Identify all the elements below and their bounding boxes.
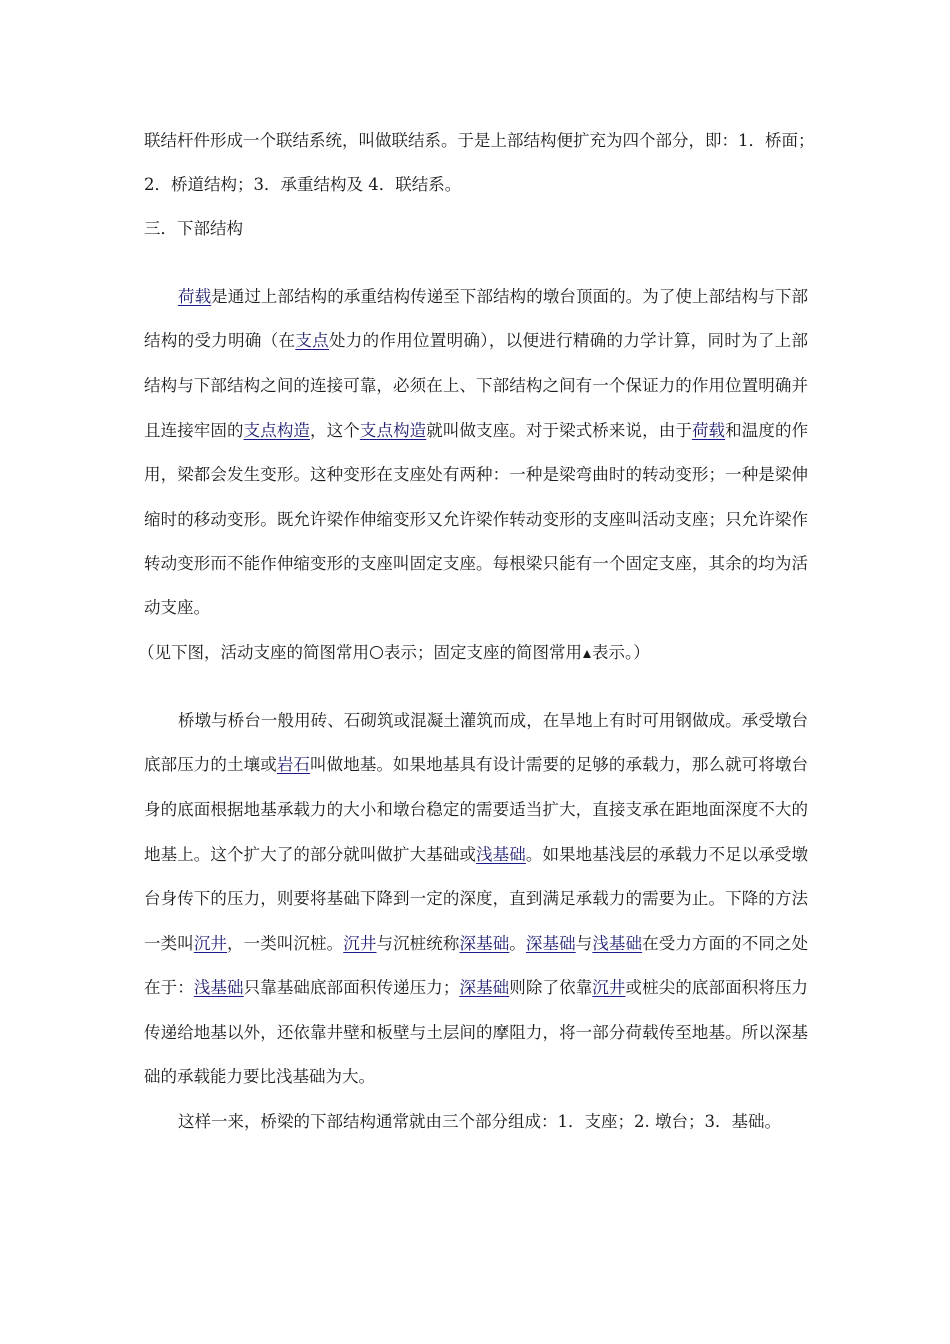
paragraph-3-line-1: 桥墩与桥台一般用砖、石砌筑或混凝土灌筑而成，在旱地上有时可用钢做成。承受墩台 bbox=[178, 711, 808, 730]
paragraph-3-line-2: 底部压力的土壤或岩石叫做地基。如果地基具有设计需要的足够的承载力，那么就可将墩台 bbox=[144, 755, 809, 774]
paragraph-3-line-9: 础的承载能力要比浅基础为大。 bbox=[144, 1067, 375, 1086]
paragraph-3-line-4: 地基上。这个扩大了的部分就叫做扩大基础或浅基础。如果地基浅层的承载力不足以承受墩 bbox=[144, 845, 809, 864]
term-link-support-point[interactable]: 支点 bbox=[295, 331, 329, 350]
paragraph-3-line-8: 传递给地基以外，还依靠井壁和板壁与土层间的摩阻力，将一部分荷载传至地基。所以深基 bbox=[144, 1023, 808, 1042]
term-link-rock[interactable]: 岩石 bbox=[276, 755, 311, 774]
summary-paragraph: 这样一来，桥梁的下部结构通常就由三个部分组成：1．支座；2. 墩台；3．基础。 bbox=[178, 1112, 781, 1131]
paragraph-3-line-5: 台身传下的压力，则要将基础下降到一定的深度，直到满足承载力的需要为止。下降的方法 bbox=[144, 889, 808, 908]
term-link-support-structure[interactable]: 支点构造 bbox=[243, 421, 311, 440]
paragraph-2-line-8: 动支座。 bbox=[144, 598, 210, 617]
term-link-caisson[interactable]: 沉井 bbox=[343, 934, 377, 953]
term-link-caisson[interactable]: 沉井 bbox=[193, 934, 228, 953]
paragraph-2-line-7: 转动变形而不能作伸缩变形的支座叫固定支座。每根梁只能有一个固定支座，其余的均为活 bbox=[144, 554, 808, 573]
paragraph-2-line-1: 荷载是通过上部结构的承重结构传递至下部结构的墩台顶面的。为了使上部结构与下部 bbox=[178, 287, 809, 306]
paragraph-2-line-3: 结构与下部结构之间的连接可靠，必须在上、下部结构之间有一个保证力的作用位置明确并 bbox=[144, 376, 808, 395]
term-link-caisson[interactable]: 沉井 bbox=[592, 978, 626, 997]
paragraph-1-line-1: 联结杆件形成一个联结系统，叫做联结系。于是上部结构便扩充为四个部分，即：1．桥面； bbox=[144, 131, 815, 150]
paragraph-1-line-2: 2．桥道结构；3．承重结构及 4．联结系。 bbox=[144, 175, 462, 194]
term-link-load[interactable]: 荷载 bbox=[691, 421, 726, 440]
term-link-support-structure[interactable]: 支点构造 bbox=[359, 421, 427, 440]
triangle-icon bbox=[583, 650, 591, 658]
term-link-load[interactable]: 荷载 bbox=[178, 287, 212, 306]
paragraph-2-line-2: 结构的受力明确（在支点处力的作用位置明确），以便进行精确的力学计算，同时为了上部 bbox=[144, 331, 809, 350]
term-link-shallow-foundation[interactable]: 浅基础 bbox=[476, 845, 526, 864]
paragraph-3-line-7: 在于：浅基础只靠基础底部面积传递压力；深基础则除了依靠沉井或桩尖的底部面积将压力 bbox=[144, 978, 809, 997]
term-link-deep-foundation[interactable]: 深基础 bbox=[459, 978, 510, 997]
paragraph-2-line-4: 且连接牢固的支点构造，这个支点构造就叫做支座。对于梁式桥来说，由于荷载和温度的作 bbox=[144, 421, 809, 440]
paragraph-2-line-5: 用，梁都会发生变形。这种变形在支座处有两种：一种是梁弯曲时的转动变形；一种是梁伸 bbox=[144, 465, 808, 484]
section-heading: 三．下部结构 bbox=[144, 219, 243, 238]
paragraph-2-line-6: 缩时的移动变形。既允许梁作伸缩变形又允许梁作转动变形的支座叫活动支座；只允许梁作 bbox=[144, 510, 808, 529]
paragraph-3-line-3: 身的底面根据地基承载力的大小和墩台稳定的需要适当扩大，直接支承在距地面深度不大的 bbox=[144, 800, 808, 819]
term-link-shallow-foundation[interactable]: 浅基础 bbox=[193, 978, 244, 997]
paragraph-3-line-6: 一类叫沉井，一类叫沉桩。沉井与沉桩统称深基础。深基础与浅基础在受力方面的不同之处 bbox=[144, 934, 809, 953]
circle-icon bbox=[370, 646, 383, 659]
term-link-shallow-foundation[interactable]: 浅基础 bbox=[592, 934, 643, 953]
term-link-deep-foundation[interactable]: 深基础 bbox=[525, 934, 576, 953]
figure-note: （见下图，活动支座的简图常用 表示；固定支座的简图常用 表示。） bbox=[138, 643, 650, 662]
term-link-deep-foundation[interactable]: 深基础 bbox=[459, 934, 510, 953]
